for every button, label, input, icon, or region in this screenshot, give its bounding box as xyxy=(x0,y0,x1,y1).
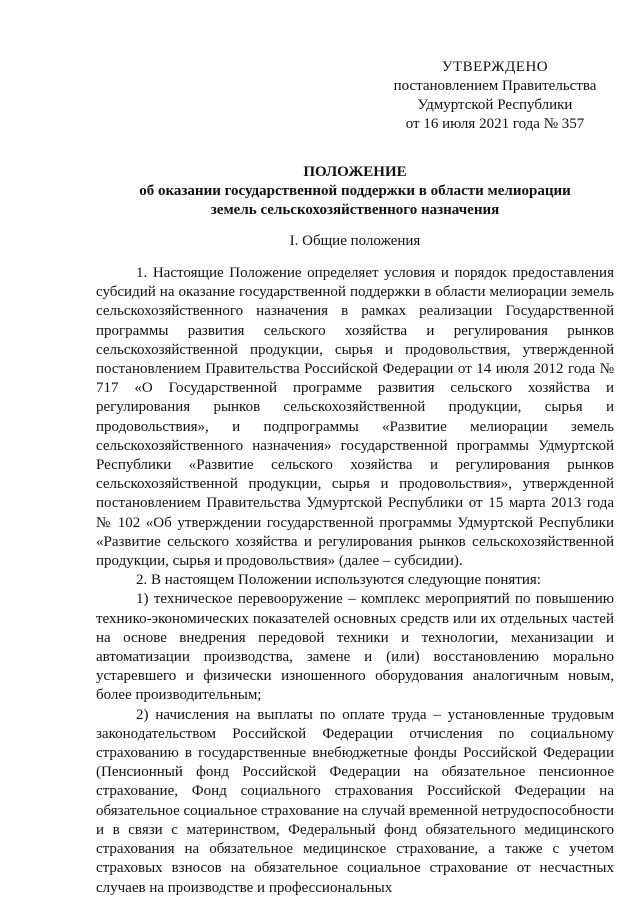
section-heading: I. Общие положения xyxy=(289,233,421,249)
approval-stamp xyxy=(380,58,610,134)
approval-line-3: от 16 июля 2021 года № 357 xyxy=(405,116,585,132)
paragraph: 2) начисления на выплаты по оплате труда – установленные трудовым законодательством Российской Федерации отчисления по социальному страхованию в государственные внебюджетные фонды Российской Федерации (Пенсионный фонд Российской Федерации на обязательное пенсионное страхование, Фонд социального страхования Российской Федерации на обязательное социальное страхование на случай временной нетрудоспособности и в связи с материнством, Федеральный фонд обязательного медицинского страхования на обязательное медицинское страхование, а также с учетом страховых взносов на обязательное социальное страхование от несчастных случаев на производстве и профессиональных xyxy=(96,706,614,896)
approval-line-1: постановлением Правительства xyxy=(393,78,597,94)
paragraph: 1) техническое перевооружение – комплекс мероприятий по повышению технико-экономических показателей основных средств или их отдельных частей на основе внедрения передовой техники и технологии, механизации и автоматизации производства, замене и (или) восстановлению морально устаревшего и физически изношенного оборудования аналогичным новым, более производительным; xyxy=(96,591,614,704)
approval-line-2: Удмуртской Республики xyxy=(417,97,573,113)
title-line-1: ПОЛОЖЕНИЕ xyxy=(303,164,407,180)
title-line-2: об оказании государственной поддержки в области мелиорации xyxy=(139,183,571,199)
title-line-3: земель сельскохозяйственного назначения xyxy=(210,202,500,218)
paragraph: 2. В настоящем Положении используются следующие понятия: xyxy=(136,572,541,589)
document-title xyxy=(90,163,620,220)
document-body xyxy=(96,264,614,898)
paragraph: 1. Настоящие Положение определяет условия и порядок предоставления субсидий на оказание государственной поддержки в области мелиорации земель сельскохозяйственного назначения в рамках реализации Государственной программы развития сельского хозяйства и регулирования рынков сельскохозяйственной продукции, сырья и продовольствия, утвержденной постановлением Правительства Российской Федерации от 14 июля 2012 года № 717 «О Государственной программе развития сельского хозяйства и регулирования рынков сельскохозяйственной продукции, сырья и продовольствия», и подпрограммы «Развитие мелиорации земель сельскохозяйственного назначения» государственной программы Удмуртской Республики «Развитие сельского хозяйства и регулирования рынков сельскохозяйственной продукции, сырья и продовольствия», утвержденной постановлением Правительства Удмуртской Республики от 15 марта 2013 года № 102 «Об утверждении государственной программы Удмуртской Республики «Развитие сельского хозяйства и регулирования рынков сельскохозяйственной продукции, сырья и продовольствия» (далее – субсидии). xyxy=(96,265,614,570)
approval-heading: УТВЕРЖДЕНО xyxy=(441,59,549,75)
